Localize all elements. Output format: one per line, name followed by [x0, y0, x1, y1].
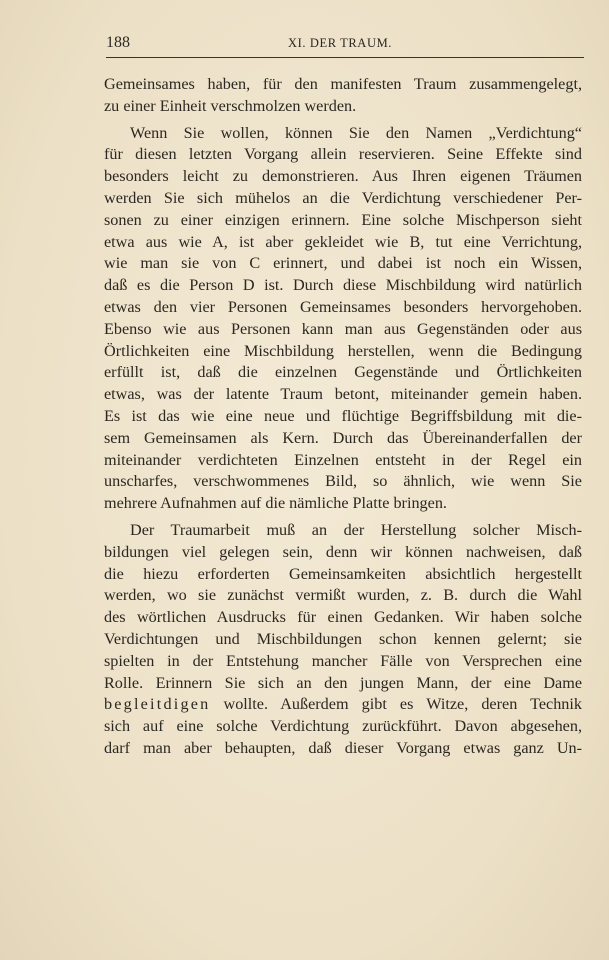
text-line: sich auf eine solche Verdichtung zurückführt. Davon abgesehen, [104, 717, 582, 736]
text-line: sonen zu einer einzigen erinnern. Eine solche Mischperson sieht [104, 210, 582, 229]
paragraph [104, 123, 582, 515]
text-line: Ebenso wie aus Personen kann man aus Gegenständen oder aus [104, 319, 582, 338]
line-rest: wollte. Außerdem gibt es Witze, deren Technik [210, 695, 582, 714]
page-number: 188 [106, 34, 130, 51]
text-line: Es ist das wie eine neue und flüchtige Begriffsbildung mit die- [104, 406, 582, 425]
text-line: für diesen letzten Vorgang allein reservieren. Seine Effekte sind [104, 145, 582, 164]
text-line: Wenn Sie wollen, können Sie den Namen „Verdichtung“ [130, 123, 582, 142]
text-line: spielten in der Entstehung mancher Fälle von Versprechen eine [104, 651, 582, 670]
text-line: wie man sie von C erinnert, und dabei ist noch ein Wissen, [104, 254, 582, 273]
body-text [104, 74, 582, 760]
header-rule [106, 57, 584, 58]
text-line: zu einer Einheit verschmolzen werden. [104, 96, 357, 115]
text-line: besonders leicht zu demonstrieren. Aus Ihren eigenen Träumen [104, 167, 582, 186]
paragraph [104, 520, 582, 760]
text-line: werden, wo sie zunächst vermißt wurden, z. B. durch die Wahl [104, 586, 582, 605]
text-line: Der Traumarbeit muß an der Herstellung solcher Misch- [130, 520, 582, 539]
text-line: darf man aber behaupten, daß dieser Vorgang etwas ganz Un- [104, 738, 582, 757]
text-line: mehrere Aufnahmen auf die nämliche Platte bringen. [104, 494, 447, 513]
text-line-spaced [104, 694, 582, 716]
running-head: XI. DER TRAUM. [288, 36, 393, 50]
text-line: miteinander verdichteten Einzelnen entsteht in der Regel ein [104, 450, 582, 469]
text-line: des wörtlichen Ausdrucks für einen Gedanken. Wir haben solche [104, 608, 582, 627]
text-line: bildungen viel gelegen sein, denn wir können nachweisen, daß [104, 542, 582, 561]
text-line: etwas, was der latente Traum betont, miteinander gemein haben. [104, 385, 582, 404]
text-line: Rolle. Erinnern Sie sich an den jungen Mann, der eine Dame [104, 673, 582, 692]
text-line: daß es die Person D ist. Durch diese Mischbildung wird natürlich [104, 276, 582, 295]
text-line: erfüllt ist, daß die einzelnen Gegenstände und Örtlichkeiten [104, 363, 582, 382]
text-line: Gemeinsames haben, für den manifesten Traum zusammengelegt, [104, 75, 582, 93]
paragraph [104, 74, 582, 118]
spaced-word: begleitdigen [104, 695, 211, 714]
text-line: werden Sie sich mühelos an die Verdichtung verschiedener Per- [104, 188, 582, 207]
page-header [106, 34, 584, 58]
text-line: sem Gemeinsamen als Kern. Durch das Übereinanderfallen der [104, 428, 582, 447]
text-line: etwas den vier Personen Gemeinsames besonders hervorgehoben. [104, 297, 582, 316]
text-line: Verdichtungen und Mischbildungen schon kennen gelernt; sie [104, 629, 582, 648]
text-line: die hiezu erforderten Gemeinsamkeiten absichtlich hergestellt [104, 564, 582, 583]
text-line: Örtlichkeiten eine Mischbildung herstellen, wenn die Bedingung [104, 341, 582, 360]
text-line: unscharfes, verschwommenes Bild, so ähnlich, wie wenn Sie [104, 472, 582, 491]
text-line: etwa aus wie A, ist aber gekleidet wie B, tut eine Verrichtung, [104, 232, 582, 251]
